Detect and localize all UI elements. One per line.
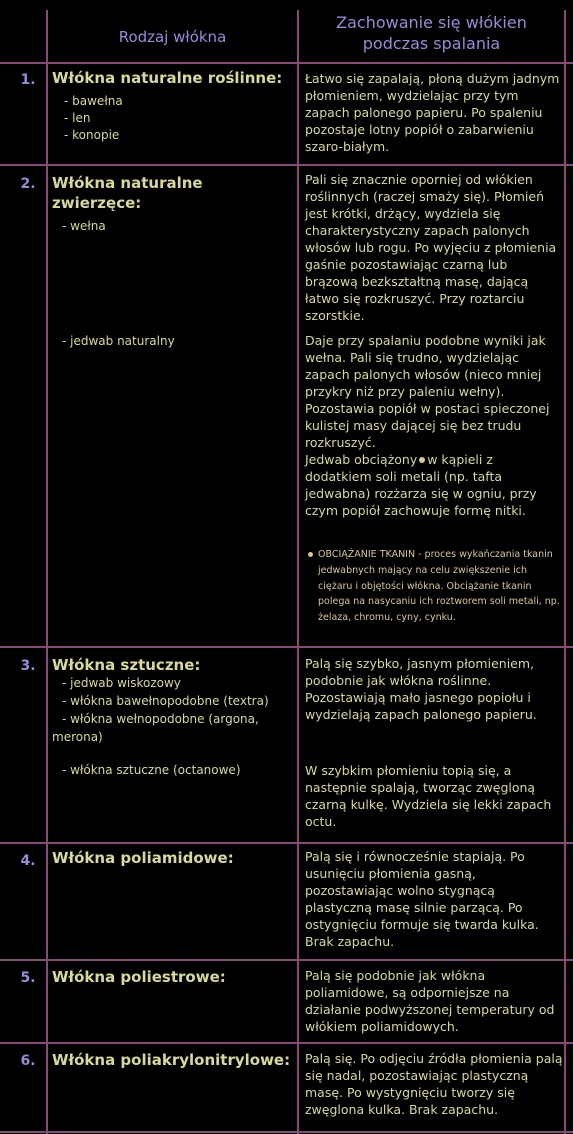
fiber-name: Włókna poliestrowe: bbox=[52, 968, 226, 986]
weighted-silk-text: Jedwab obciążony bbox=[305, 452, 418, 467]
burning-description-text: Daje przy spalaniu podobne wyniki jak wełna. Pali się trudno, wydzielając zapach palonych włosów (nieco mniej przykry niż przy paleniu wełny). Pozostawia popiół w postaci spieczonej kulistej masy dającej się bez trudu rozkruszyć. bbox=[305, 333, 550, 450]
fiber-example: - wełna bbox=[62, 219, 106, 233]
footnote-text: OBCIĄŻANIE TKANIN - proces wykańczania tkanin jedwabnych mający na celu zwiększenie ich ciężaru i objętości włókna. Obciążanie tkanin polega na nasycaniu ich roztworem soli metali, np. żelaza, chromu, cyny, cynku. bbox=[318, 549, 560, 624]
table-left-border bbox=[46, 10, 48, 1134]
fiber-example: - jedwab naturalny bbox=[62, 334, 175, 348]
fiber-example: - jedwab wiskozowy bbox=[62, 676, 181, 690]
fiber-example: - włókna wełnopodobne (argona, bbox=[62, 712, 259, 726]
row-number: 2. bbox=[20, 176, 36, 192]
burning-description: Pali się znacznie oporniej od włókien roślinnych (raczej smaży się). Płomień jest krótki, drżący, wydziela się charakterystyczny zapach palonych włosów lub rogu. Po wyjęciu z płomienia gaśnie pozostawiając czarną lub brązową bezkształtną masę, dającą łatwo się rozkruszyć. Przy roztarciu szorstkie. bbox=[305, 172, 557, 323]
header-burning-behaviour bbox=[299, 12, 564, 54]
fiber-name: Włókna poliakrylonitrylowe: bbox=[52, 1051, 291, 1069]
fiber-name: Włókna naturalne roślinne: bbox=[52, 69, 283, 87]
footnote-bullet-icon bbox=[419, 457, 425, 463]
header-burning-line2: podczas spalania bbox=[362, 34, 501, 53]
row-divider bbox=[0, 842, 573, 844]
header-fiber-type: Rodzaj włókna bbox=[118, 28, 227, 46]
row-number: 6. bbox=[20, 1053, 36, 1069]
row-number: 1. bbox=[20, 72, 36, 88]
burning-description: Palą się podobnie jak włókna poliamidowe, są odporniejsze na działanie podwyższonej temperatury od włókiem poliamidowych. bbox=[305, 968, 555, 1034]
footnote-bullet-icon bbox=[308, 552, 313, 557]
row-number: 3. bbox=[20, 658, 36, 674]
row-divider bbox=[0, 62, 573, 64]
fiber-example: - len bbox=[64, 111, 91, 125]
row-number: 5. bbox=[20, 970, 36, 986]
fiber-example: - włókna sztuczne (octanowe) bbox=[62, 763, 241, 777]
fiber-example: - bawełna bbox=[64, 94, 123, 108]
row-divider bbox=[0, 646, 573, 648]
burning-description: Łatwo się zapalają, płoną dużym jadnym płomieniem, wydzielając przy tym zapach palonego papieru. Po spaleniu pozostaje lotny popiół o zabarwieniu szaro-białym. bbox=[305, 71, 560, 154]
fiber-name: Włókna poliamidowe: bbox=[52, 849, 234, 867]
burning-description: W szybkim płomieniu topią się, a następnie spalają, tworząc zwęgloną czarną kulkę. Wydziela się lekki zapach octu. bbox=[305, 763, 552, 829]
weighted-silk-text-cont: w kąpieli z dodatkiem soli metali (np. tafta jedwabna) rozżarza się w ogniu, przy czym popiół zachowuje formę nitki. bbox=[305, 452, 537, 518]
fiber-name bbox=[52, 173, 296, 213]
table-column-divider bbox=[297, 10, 299, 1134]
table-bottom-border bbox=[0, 1131, 573, 1133]
burning-description bbox=[305, 332, 563, 519]
fiber-name-line1: Włókna naturalne bbox=[52, 174, 203, 192]
burning-description: Palą się. Po odjęciu źródła płomienia palą się nadal, pozostawiając plastyczną masę. Po wystygnięciu tworzy się zwęglona kulka. Brak zapachu. bbox=[305, 1051, 563, 1117]
fiber-example: - konopie bbox=[64, 128, 120, 142]
table-right-border bbox=[564, 10, 566, 1134]
row-number: 4. bbox=[20, 853, 36, 869]
burning-description: Palą się szybko, jasnym płomieniem, podobnie jak włókna roślinne. Pozostawiają mało jasnego popiołu i wydzielają zapach palonego papieru. bbox=[305, 656, 537, 722]
fiber-name-line2: zwierzęce: bbox=[52, 194, 142, 212]
fiber-example: merona) bbox=[52, 730, 103, 744]
header-burning-line1: Zachowanie się włókien bbox=[336, 13, 527, 32]
burning-description: Palą się i równocześnie stapiają. Po usunięciu płomienia gasną, pozostawiając wolno stygnącą plastyczną masę silnie parzącą. Po ostygnięciu formuje się twarda kulka. Brak zapachu. bbox=[305, 849, 539, 949]
row-divider bbox=[0, 1042, 573, 1044]
fiber-example: - włókna bawełnopodobne (textra) bbox=[62, 694, 269, 708]
footnote bbox=[306, 547, 562, 626]
row-divider bbox=[0, 164, 573, 166]
fiber-name: Włókna sztuczne: bbox=[52, 656, 201, 674]
row-divider bbox=[0, 959, 573, 961]
